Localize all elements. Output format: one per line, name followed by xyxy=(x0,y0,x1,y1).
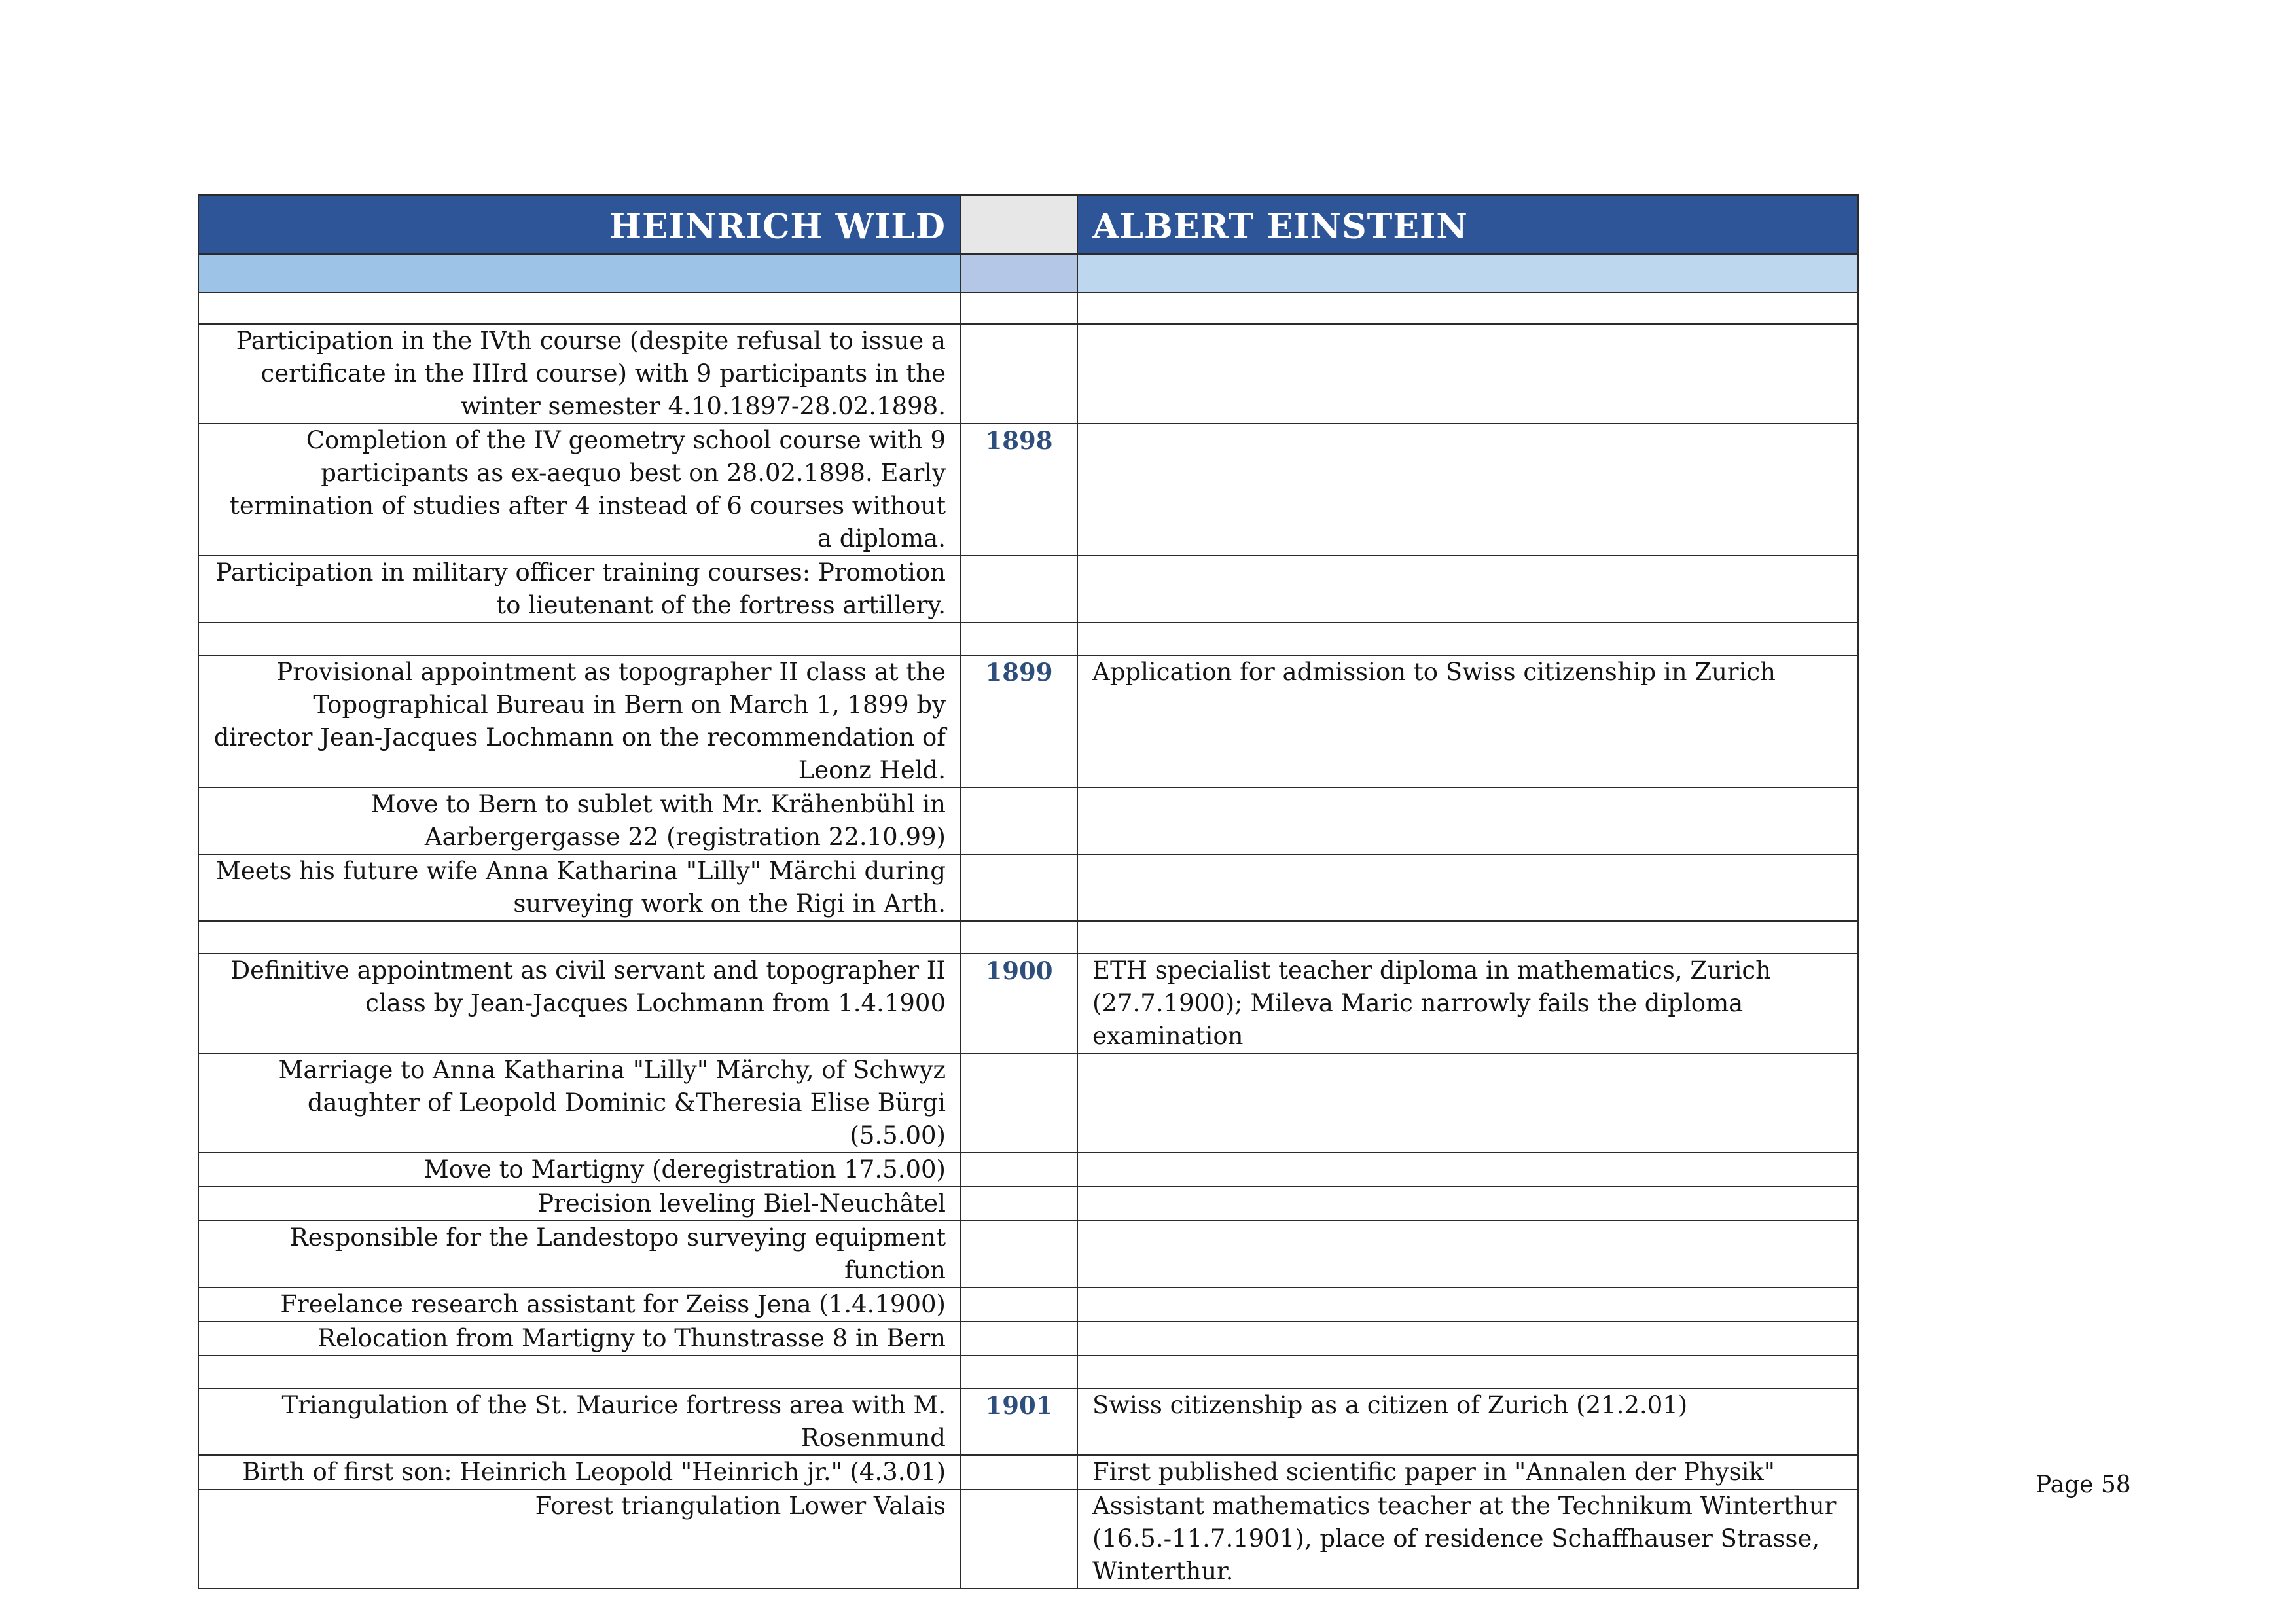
table-row xyxy=(198,1489,1858,1589)
table-row xyxy=(198,1187,1858,1221)
page-number: Page 58 xyxy=(2036,1471,2131,1498)
table-row xyxy=(198,1356,1858,1388)
year-cell: 1901 xyxy=(961,1388,1077,1455)
einstein-event-cell xyxy=(1077,854,1858,921)
table-row xyxy=(198,1153,1858,1187)
table-row xyxy=(198,921,1858,954)
einstein-event-cell xyxy=(1077,623,1858,655)
table-row xyxy=(198,787,1858,854)
einstein-event-cell: Swiss citizenship as a citizen of Zurich (21.2.01) xyxy=(1077,1388,1858,1455)
year-cell xyxy=(961,921,1077,954)
year-cell xyxy=(961,293,1077,324)
heinrich-wild-header: HEINRICH WILD xyxy=(198,195,961,254)
year-cell: 1900 xyxy=(961,954,1077,1053)
year-cell xyxy=(961,1322,1077,1356)
einstein-event-cell xyxy=(1077,1053,1858,1153)
einstein-event-cell xyxy=(1077,921,1858,954)
table-row xyxy=(198,556,1858,623)
einstein-event-cell xyxy=(1077,1187,1858,1221)
year-cell xyxy=(961,324,1077,424)
wild-event-cell: Precision leveling Biel-Neuchâtel xyxy=(198,1187,961,1221)
table-header-row xyxy=(198,195,1858,254)
wild-event-cell: Birth of first son: Heinrich Leopold "Heinrich jr." (4.3.01) xyxy=(198,1455,961,1489)
einstein-event-cell: ETH specialist teacher diploma in mathematics, Zurich (27.7.1900); Mileva Maric narrowly fails the diploma examination xyxy=(1077,954,1858,1053)
year-cell xyxy=(961,1356,1077,1388)
year-cell xyxy=(961,1187,1077,1221)
year-cell: 1898 xyxy=(961,424,1077,556)
einstein-event-cell xyxy=(1077,787,1858,854)
table-row xyxy=(198,854,1858,921)
table-row xyxy=(198,293,1858,324)
wild-event-cell xyxy=(198,921,961,954)
einstein-event-cell: First published scientific paper in "Annalen der Physik" xyxy=(1077,1455,1858,1489)
einstein-event-cell xyxy=(1077,424,1858,556)
wild-event-cell: Provisional appointment as topographer II class at the Topographical Bureau in Bern on March 1, 1899 by director Jean-Jacques Lochmann on the recommendation of Leonz Held. xyxy=(198,655,961,787)
wild-event-cell: Marriage to Anna Katharina "Lilly" Märchy, of Schwyz daughter of Leopold Dominic &Theresia Elise Bürgi (5.5.00) xyxy=(198,1053,961,1153)
einstein-event-cell xyxy=(1077,1356,1858,1388)
wild-event-cell: Relocation from Martigny to Thunstrasse 8 in Bern xyxy=(198,1322,961,1356)
table-row xyxy=(198,424,1858,556)
header-band-right xyxy=(1077,254,1858,293)
header-band-left xyxy=(198,254,961,293)
year-cell xyxy=(961,1455,1077,1489)
wild-event-cell: Participation in military officer training courses: Promotion to lieutenant of the fortress artillery. xyxy=(198,556,961,623)
wild-event-cell: Freelance research assistant for Zeiss Jena (1.4.1900) xyxy=(198,1288,961,1322)
table-row xyxy=(198,954,1858,1053)
wild-event-cell: Responsible for the Landestopo surveying equipment function xyxy=(198,1221,961,1288)
table-row xyxy=(198,655,1858,787)
wild-event-cell: Participation in the IVth course (despite refusal to issue a certificate in the IIIrd course) with 9 participants in the winter semester 4.10.1897-28.02.1898. xyxy=(198,324,961,424)
wild-event-cell: Move to Martigny (deregistration 17.5.00) xyxy=(198,1153,961,1187)
einstein-event-cell xyxy=(1077,556,1858,623)
year-cell xyxy=(961,1288,1077,1322)
wild-event-cell xyxy=(198,1356,961,1388)
wild-event-cell: Triangulation of the St. Maurice fortress area with M. Rosenmund xyxy=(198,1388,961,1455)
einstein-event-cell xyxy=(1077,324,1858,424)
table-row xyxy=(198,1322,1858,1356)
einstein-event-cell xyxy=(1077,1288,1858,1322)
wild-event-cell xyxy=(198,293,961,324)
table-row xyxy=(198,1288,1858,1322)
timeline-table xyxy=(198,194,1859,1589)
table-row xyxy=(198,324,1858,424)
year-cell xyxy=(961,623,1077,655)
table-row xyxy=(198,1221,1858,1288)
header-band-row xyxy=(198,254,1858,293)
header-band-mid xyxy=(961,254,1077,293)
wild-event-cell xyxy=(198,623,961,655)
einstein-event-cell xyxy=(1077,1153,1858,1187)
wild-event-cell: Move to Bern to sublet with Mr. Krähenbühl in Aarbergergasse 22 (registration 22.10.99) xyxy=(198,787,961,854)
year-cell xyxy=(961,556,1077,623)
wild-event-cell: Meets his future wife Anna Katharina "Lilly" Märchi during surveying work on the Rigi in Arth. xyxy=(198,854,961,921)
year-cell xyxy=(961,1221,1077,1288)
wild-event-cell: Completion of the IV geometry school course with 9 participants as ex-aequo best on 28.02.1898. Early termination of studies after 4 instead of 6 courses without a diploma. xyxy=(198,424,961,556)
wild-event-cell: Definitive appointment as civil servant and topographer II class by Jean-Jacques Lochmann from 1.4.1900 xyxy=(198,954,961,1053)
einstein-event-cell: Application for admission to Swiss citizenship in Zurich xyxy=(1077,655,1858,787)
einstein-event-cell xyxy=(1077,1221,1858,1288)
year-cell: 1899 xyxy=(961,655,1077,787)
albert-einstein-header: ALBERT EINSTEIN xyxy=(1077,195,1858,254)
table-row xyxy=(198,1388,1858,1455)
year-cell xyxy=(961,787,1077,854)
year-cell xyxy=(961,1153,1077,1187)
table-row xyxy=(198,623,1858,655)
year-cell xyxy=(961,854,1077,921)
year-cell xyxy=(961,1053,1077,1153)
einstein-event-cell: Assistant mathematics teacher at the Technikum Winterthur (16.5.-11.7.1901), place of residence Schaffhauser Strasse, Winterthur. xyxy=(1077,1489,1858,1589)
table-row xyxy=(198,1455,1858,1489)
wild-event-cell: Forest triangulation Lower Valais xyxy=(198,1489,961,1589)
year-cell xyxy=(961,1489,1077,1589)
einstein-event-cell xyxy=(1077,1322,1858,1356)
einstein-event-cell xyxy=(1077,293,1858,324)
table-row xyxy=(198,1053,1858,1153)
year-header-cell xyxy=(961,195,1077,254)
